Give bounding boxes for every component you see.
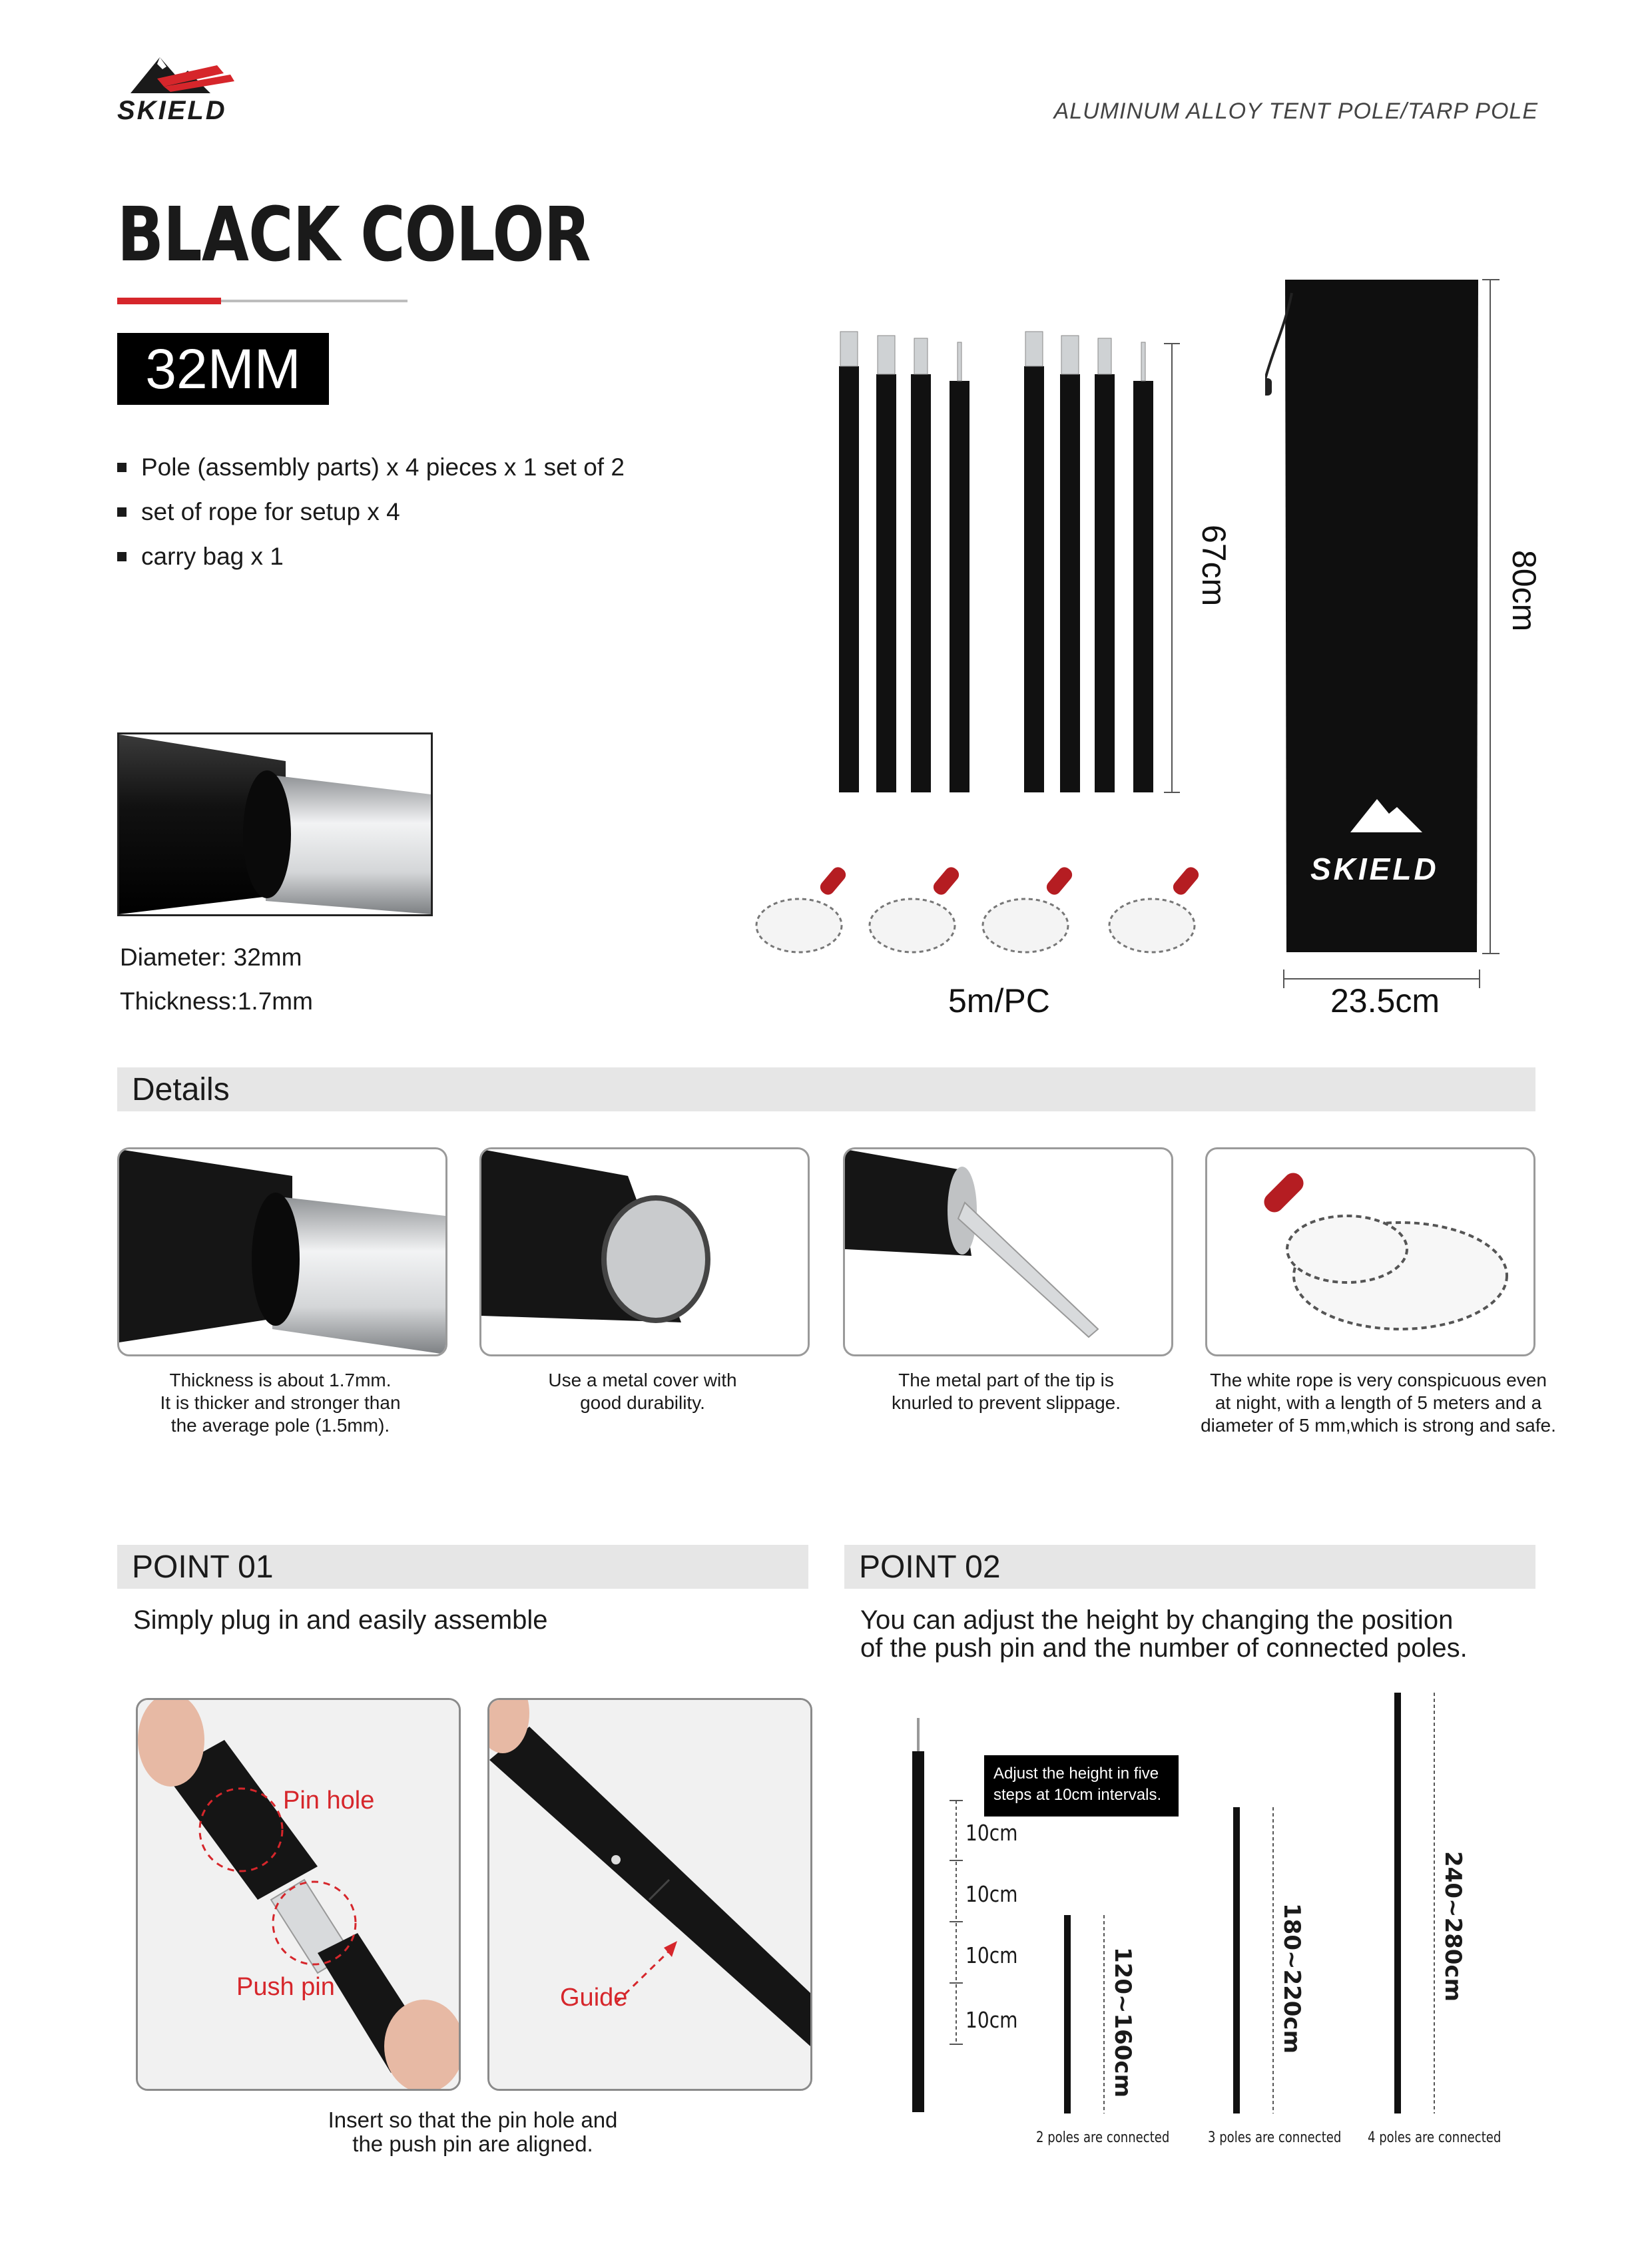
step-label: 10cm bbox=[965, 1881, 1018, 1907]
detail-caption-metal-cover: Use a metal cover with good durability. bbox=[548, 1370, 737, 1413]
config-label-4-poles: 4 poles are connected bbox=[1368, 2129, 1502, 2146]
detail-caption-tip: The metal part of the tip is knurled to prevent slippage. bbox=[892, 1370, 1121, 1413]
thickness-spec: Thickness:1.7mm bbox=[120, 987, 313, 1015]
pole-closeup-image bbox=[117, 732, 433, 916]
title-underline bbox=[221, 300, 408, 302]
size-badge: 32MM bbox=[117, 333, 329, 405]
ropes-figure bbox=[752, 859, 1245, 972]
step-label: 10cm bbox=[965, 2007, 1018, 2033]
detail-card-metal-cover bbox=[479, 1147, 810, 1356]
point01-photo-pin bbox=[136, 1698, 461, 2091]
list-item: carry bag x 1 bbox=[117, 534, 625, 579]
point01-heading: POINT 01 bbox=[132, 1549, 274, 1585]
point02-section-header bbox=[844, 1545, 1535, 1589]
bag-length-label: 80cm bbox=[1506, 550, 1543, 632]
bag-width-label: 23.5cm bbox=[1330, 982, 1440, 1019]
pole-length-label: 67cm bbox=[1195, 525, 1233, 607]
detail-caption-rope: The white rope is very conspicuous even at night, with a length of 5 meters and a diameter of 5 mm,which is strong and safe. bbox=[1201, 1370, 1556, 1436]
point01-photo-guide bbox=[487, 1698, 812, 2091]
point01-subtitle: Simply plug in and easily assemble bbox=[133, 1605, 548, 1635]
page-title: BLACK COLOR bbox=[117, 192, 591, 278]
height-callout: Adjust the height in five steps at 10cm intervals. bbox=[984, 1755, 1179, 1817]
range-label-2-poles: 120~160cm bbox=[1109, 1947, 1136, 2098]
list-item: set of rope for setup x 4 bbox=[117, 489, 625, 534]
title-underline-accent bbox=[117, 298, 221, 304]
push-pin-label: Push pin bbox=[236, 1973, 335, 2001]
detail-card-rope bbox=[1205, 1147, 1535, 1356]
carry-bag-figure bbox=[1265, 273, 1518, 1005]
bullet-icon bbox=[117, 507, 127, 517]
guide-label: Guide bbox=[560, 1984, 628, 2012]
detail-caption-thickness: Thickness is about 1.7mm. It is thicker and stronger than the average pole (1.5mm). bbox=[160, 1370, 401, 1436]
details-section-header bbox=[117, 1067, 1535, 1111]
diameter-spec: Diameter: 32mm bbox=[120, 944, 302, 971]
detail-card-thickness bbox=[117, 1147, 447, 1356]
list-item: Pole (assembly parts) x 4 pieces x 1 set of 2 bbox=[117, 445, 625, 489]
detail-card-tip bbox=[843, 1147, 1173, 1356]
point02-heading: POINT 02 bbox=[859, 1549, 1001, 1585]
point01-section-header bbox=[117, 1545, 808, 1589]
rope-length-label: 5m/PC bbox=[948, 982, 1050, 1019]
brand-logo bbox=[117, 52, 250, 125]
config-label-3-poles: 3 poles are connected bbox=[1208, 2129, 1342, 2146]
brand-name: SKIELD bbox=[117, 96, 227, 125]
range-label-3-poles: 180~220cm bbox=[1278, 1903, 1305, 2054]
details-heading: Details bbox=[132, 1072, 230, 1107]
point01-caption: Insert so that the pin hole and the push pin are aligned. bbox=[328, 2107, 618, 2156]
range-label-4-poles: 240~280cm bbox=[1440, 1851, 1466, 2002]
bag-brand-text: SKIELD bbox=[1310, 852, 1439, 886]
pin-hole-label: Pin hole bbox=[283, 1787, 375, 1815]
step-label: 10cm bbox=[965, 1820, 1018, 1846]
config-label-2-poles: 2 poles are connected bbox=[1036, 2129, 1170, 2146]
bullet-icon bbox=[117, 552, 127, 561]
bullet-icon bbox=[117, 463, 127, 472]
package-contents-list bbox=[117, 445, 625, 579]
step-label: 10cm bbox=[965, 1942, 1018, 1968]
header-subtitle: ALUMINUM ALLOY TENT POLE/TARP POLE bbox=[1053, 99, 1538, 124]
poles-figure bbox=[826, 326, 1199, 819]
point02-subtitle: You can adjust the height by changing the position of the push pin and the number of connected poles. bbox=[860, 1605, 1468, 1663]
